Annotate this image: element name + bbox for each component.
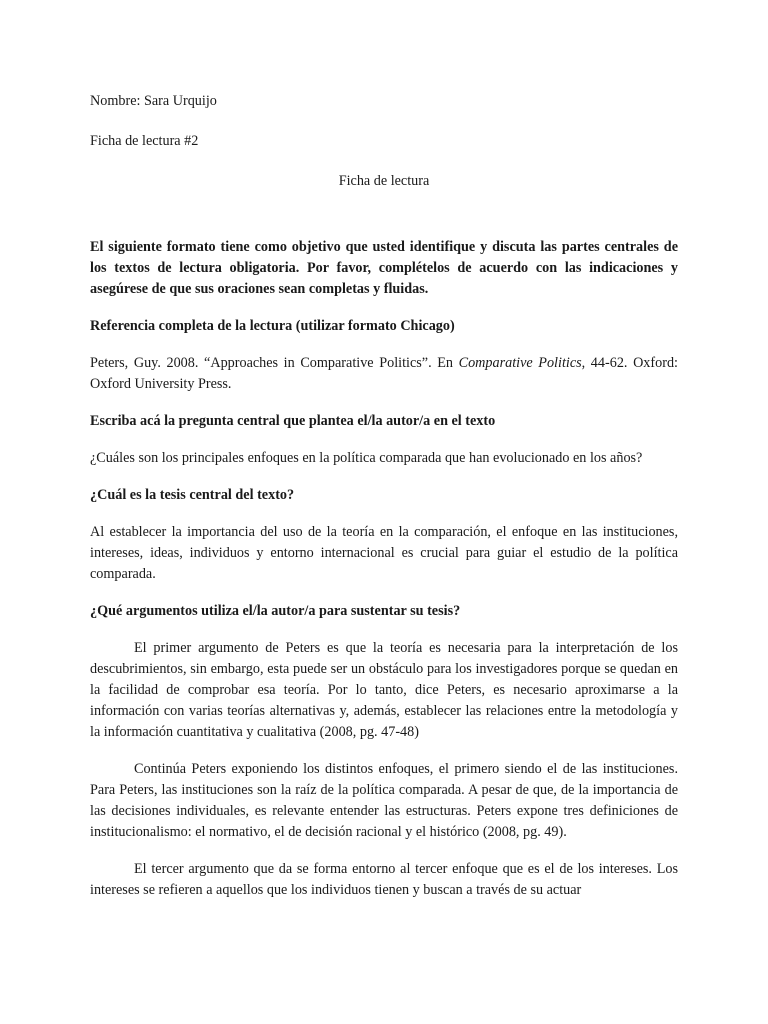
argument-paragraph-2: Continúa Peters exponiendo los distintos enfoques, el primero siendo el de las instituciones. Para Peters, las instituciones son la raíz de la política comparada. A pesar de que, de la importancia de las decisiones individuales, es relevante entender las estructuras. Peters expone tres definiciones de institucionalismo: el normativo, el de decisión racional y el histórico (2008, pg. 49). [90, 761, 678, 840]
central-question-heading: Escriba acá la pregunta central que plantea el/la autor/a en el texto [90, 413, 496, 429]
central-question-answer: ¿Cuáles son los principales enfoques en la política comparada que han evolucionado en los años? [90, 450, 643, 466]
arguments-heading: ¿Qué argumentos utiliza el/la autor/a para sustentar su tesis? [90, 603, 461, 619]
student-name-line: Nombre: Sara Urquijo [90, 93, 217, 109]
instructions-paragraph: El siguiente formato tiene como objetivo que usted identifique y discuta las partes centrales de los textos de lectura obligatoria. Por favor, complételos de acuerdo con las indicaciones y asegúrese de que sus oraciones sean completas y fluidas. [90, 239, 678, 297]
document-page [90, 91, 678, 901]
reading-sheet-number: Ficha de lectura #2 [90, 133, 199, 149]
citation-authors: Peters, Guy. 2008. “Approaches in Comparative Politics”. En [90, 355, 459, 371]
reference-heading: Referencia completa de la lectura (utilizar formato Chicago) [90, 318, 455, 334]
thesis-answer: Al establecer la importancia del uso de la teoría en la comparación, el enfoque en las instituciones, intereses, ideas, individuos y entorno internacional es crucial para guiar el estudio de la política comparada. [90, 524, 678, 582]
argument-paragraph-3: El tercer argumento que da se forma entorno al tercer enfoque que es el de los intereses. Los intereses se refieren a aquellos que los individuos tienen y buscan a través de su actuar [90, 861, 678, 898]
citation-publisher: , 44-62. Oxford: Oxford University Press. [90, 355, 678, 392]
document-title: Ficha de lectura [338, 173, 430, 189]
citation-book-title: Comparative Politics [458, 355, 582, 371]
argument-paragraph-1: El primer argumento de Peters es que la teoría es necesaria para la interpretación de los descubrimientos, sin embargo, esta puede ser un obstáculo para los investigadores porque se quedan en la facilidad de comprobar esa teoría. Por lo tanto, dice Peters, es necesario aproximarse a la información con varias teorías alternativas y, además, establecer las relaciones entre la metodología y la información cuantitativa y cualitativa (2008, pg. 47-48) [90, 640, 678, 740]
reference-citation [90, 353, 678, 395]
thesis-heading: ¿Cuál es la tesis central del texto? [90, 487, 295, 503]
